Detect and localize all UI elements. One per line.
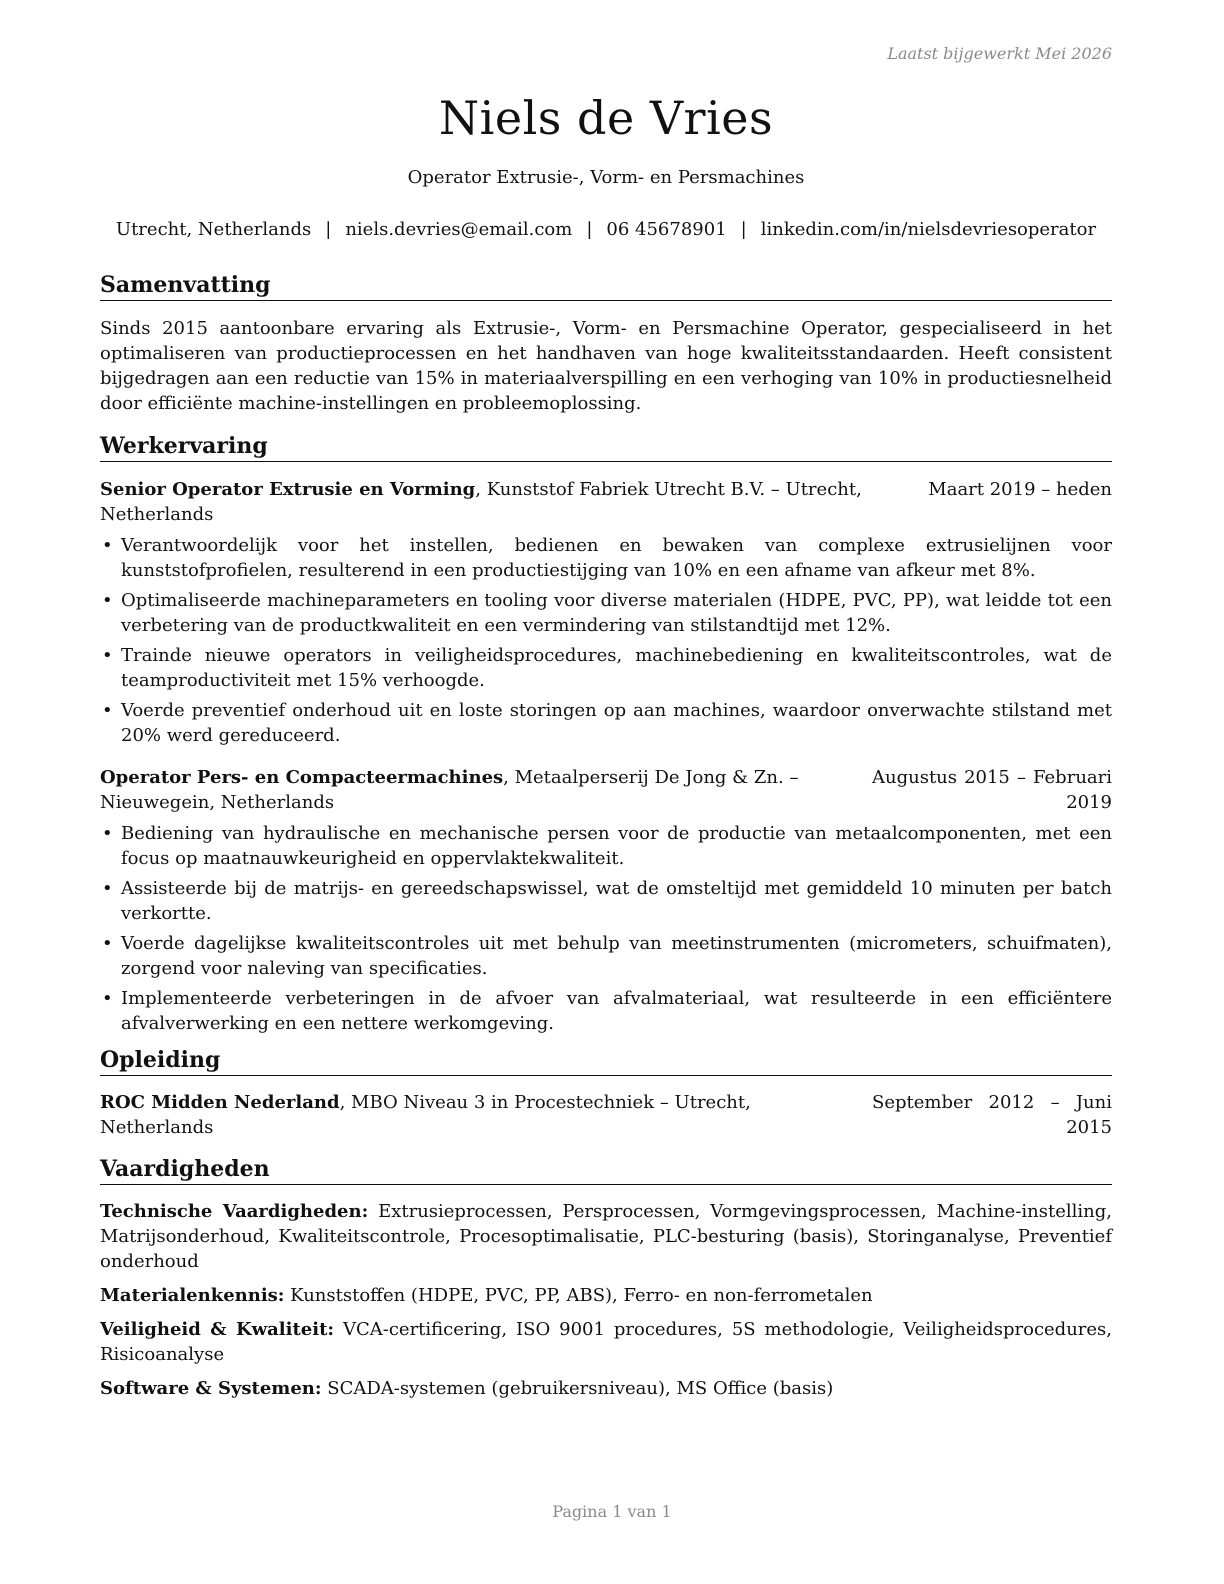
education-school: ROC Midden Nederland [100, 1092, 340, 1113]
skill-value: VCA-certificering, ISO 9001 procedures, 5S methodologie, Veiligheidsprocedures, Risicoanalyse [100, 1319, 1113, 1365]
list-item: • Voerde dagelijkse kwaliteitscontroles uit met behulp van meetinstrumenten (micrometers, schuifmaten), zorgend voor naleving van specificaties. [100, 931, 1112, 981]
skill-row [100, 1317, 1112, 1367]
job-heading [100, 765, 872, 815]
skill-value: Extrusieprocessen, Persprocessen, Vormgevingsprocessen, Machine-instelling, Matrijsonderhoud, Kwaliteitscontrole, Procesoptimalisatie, PLC-besturing (basis), Storinganalyse, Preventief onderhoud [100, 1201, 1112, 1272]
list-item: • Optimaliseerde machineparameters en tooling voor diverse materialen (HDPE, PVC, PP), wat leidde tot een verbetering van de productkwaliteit en een vermindering van stilstandtijd met 12%. [100, 588, 1112, 638]
separator: | [325, 219, 332, 240]
list-item: • Assisteerde bij de matrijs- en gereedschapswissel, wat de omsteltijd met gemiddeld 10 minuten per batch verkortte. [100, 876, 1112, 926]
contact-line [100, 218, 1112, 242]
skill-label: Technische Vaardigheden: [100, 1201, 369, 1222]
contact-location: Utrecht, Netherlands [115, 219, 312, 240]
separator: | [586, 219, 593, 240]
job-role: Operator Pers- en Compacteermachines [100, 767, 504, 788]
list-item: • Implementeerde verbeteringen in de afvoer van afvalmateriaal, wat resulteerde in een efficiëntere afvalverwerking en een nettere werkomgeving. [100, 986, 1112, 1036]
education-detail: , MBO Niveau 3 in Procestechniek – Utrecht, Netherlands [100, 1092, 751, 1138]
list-item: • Verantwoordelijk voor het instellen, bedienen en bewaken van complexe extrusielijnen voor kunststofprofielen, resulterend in een productiestijging van 10% en een afname van afkeur met 8%. [100, 533, 1112, 583]
education-dates: September 2012 – Juni 2015 [872, 1092, 1112, 1138]
list-item: • Trainde nieuwe operators in veiligheidsprocedures, machinebediening en kwaliteitscontroles, wat de teamproductiviteit met 15% verhoogde. [100, 643, 1112, 693]
section-title-education: Opleiding [100, 1046, 1112, 1076]
job-heading [100, 477, 928, 527]
contact-email[interactable]: niels.devries@email.com [345, 219, 573, 240]
skill-row [100, 1199, 1112, 1274]
job-dates: Augustus 2015 – Februari 2019 [872, 767, 1112, 813]
page-number: Pagina 1 van 1 [552, 1502, 672, 1521]
job-header [100, 477, 1112, 527]
summary-text: Sinds 2015 aantoonbare ervaring als Extrusie-, Vorm- en Persmachine Operator, gespecialiseerd in het optimaliseren van productieprocessen en het handhaven van hoge kwaliteitsstandaarden. Heeft consistent bijgedragen aan een reductie van 15% in materiaalverspilling en een verhoging van 10% in productiesnelheid door efficiënte machine-instellingen en probleemoplossing. [100, 318, 1112, 414]
contact-phone: 06 45678901 [606, 219, 727, 240]
contact-linkedin[interactable]: linkedin.com/in/nielsdevriesoperator [760, 219, 1097, 240]
skill-row [100, 1376, 1112, 1401]
skill-value: SCADA-systemen (gebruikersniveau), MS Office (basis) [321, 1378, 834, 1399]
list-item: • Bediening van hydraulische en mechanische persen voor de productie van metaalcomponenten, met een focus op maatnauwkeurigheid en oppervlaktekwaliteit. [100, 821, 1112, 871]
skill-label: Software & Systemen: [100, 1378, 322, 1399]
section-title-experience: Werkervaring [100, 432, 1112, 462]
job-entry [100, 765, 1112, 1036]
candidate-name: Niels de Vries [438, 91, 774, 145]
section-title-summary: Samenvatting [100, 271, 1112, 301]
skills-list [100, 1199, 1112, 1401]
skill-row [100, 1283, 1112, 1308]
job-company: , Kunststof Fabriek Utrecht B.V. – Utrecht, Netherlands [100, 479, 862, 525]
job-dates: Maart 2019 – heden [928, 479, 1112, 500]
job-title: Operator Extrusie-, Vorm- en Persmachines [407, 167, 805, 188]
skill-label: Materialenkennis: [100, 1285, 285, 1306]
education-entry [100, 1090, 1112, 1140]
skill-value: Kunststoffen (HDPE, PVC, PP, ABS), Ferro- en non-ferrometalen [284, 1285, 873, 1306]
separator: | [740, 219, 747, 240]
job-bullets [100, 533, 1112, 748]
education-heading [100, 1090, 872, 1140]
job-role: Senior Operator Extrusie en Vorming [100, 479, 476, 500]
job-entry [100, 477, 1112, 748]
skill-label: Veiligheid & Kwaliteit: [100, 1319, 335, 1340]
section-title-skills: Vaardigheden [100, 1155, 1112, 1185]
last-updated: Laatst bijgewerkt Mei 2026 [887, 44, 1112, 63]
list-item: • Voerde preventief onderhoud uit en loste storingen op aan machines, waardoor onverwachte stilstand met 20% werd gereduceerd. [100, 698, 1112, 748]
job-bullets [100, 821, 1112, 1036]
job-header [100, 765, 1112, 815]
job-company: , Metaalperserij De Jong & Zn. – Nieuwegein, Netherlands [100, 767, 799, 813]
